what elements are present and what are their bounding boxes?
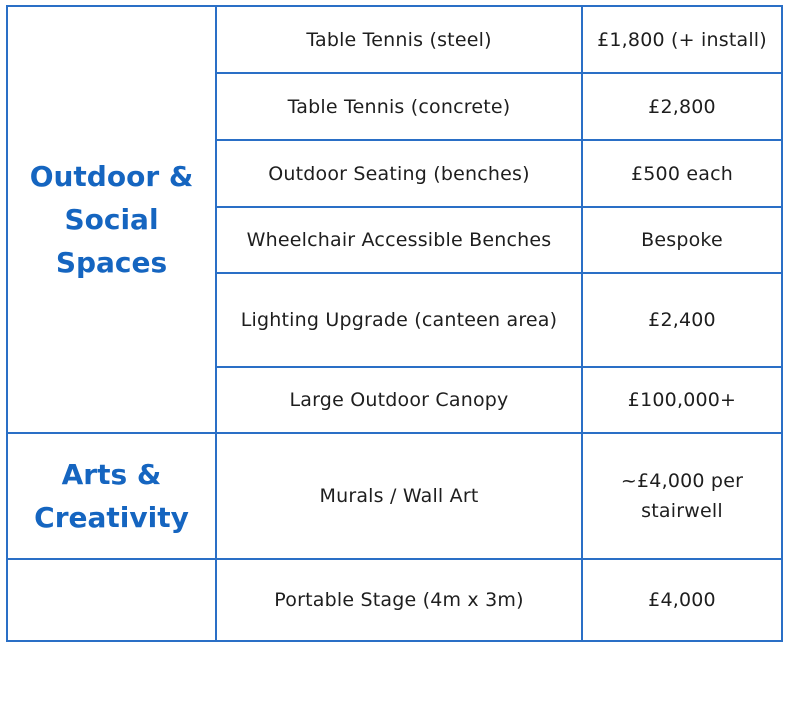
item-cost: £2,400	[582, 273, 782, 367]
category-label: Social	[64, 203, 159, 236]
table-row	[7, 6, 782, 73]
item-name: Murals / Wall Art	[216, 433, 582, 559]
category-label: Creativity	[34, 501, 189, 534]
item-cost: £1,800 (+ install)	[582, 6, 782, 73]
category-label: Arts &	[61, 458, 162, 491]
category-arts-creativity	[7, 433, 216, 559]
item-name: Wheelchair Accessible Benches	[216, 207, 582, 273]
item-name: Lighting Upgrade (canteen area)	[216, 273, 582, 367]
category-label: Spaces	[55, 246, 168, 279]
item-name: Outdoor Seating (benches)	[216, 140, 582, 207]
cost-table	[6, 5, 783, 642]
item-cost: Bespoke	[582, 207, 782, 273]
item-cost: £4,000	[582, 559, 782, 641]
category-label: Outdoor &	[29, 160, 194, 193]
item-cost: ~£4,000 per stairwell	[582, 433, 782, 559]
category-empty	[7, 559, 216, 641]
item-name: Table Tennis (concrete)	[216, 73, 582, 140]
item-cost: £100,000+	[582, 367, 782, 433]
table-row	[7, 559, 782, 641]
item-cost: £2,800	[582, 73, 782, 140]
item-name: Table Tennis (steel)	[216, 6, 582, 73]
item-cost: £500 each	[582, 140, 782, 207]
table-row	[7, 433, 782, 559]
item-name: Large Outdoor Canopy	[216, 367, 582, 433]
item-name: Portable Stage (4m x 3m)	[216, 559, 582, 641]
category-outdoor-social-spaces	[7, 6, 216, 433]
